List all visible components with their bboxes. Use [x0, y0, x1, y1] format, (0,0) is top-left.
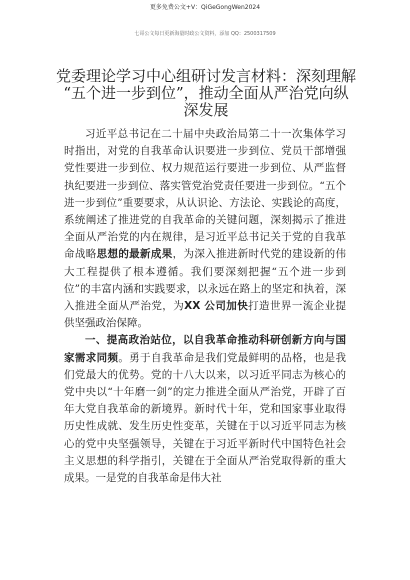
- intro-bold-a: 思想的最新成果: [96, 248, 173, 261]
- title-line-1: 党委理论学习中心组研讨发言材料：深刻理解: [56, 67, 357, 85]
- intro-text-a: 习近平总书记在二十届中央政治局第二十一次集体学习时指出，对党的自我革命认识要进一步到位、党员干部增强党性要进一步到位、权力规范运行要进一步到位、从严监督执纪要进一步到位、落实管党治党责任要进一步到位。“五个进一步到位”重要要求，从认识论、方法论、实践论的高度，系统阐述了推进党的自我革命的关键问题，深刻揭示了推进全面从严治党的内在规律，是习近平总书记关于党的自我革命战略: [64, 128, 346, 261]
- section-1-text: 。勇于自我革命是我们党最鲜明的品格，也是我们党最大的优势。党的十八大以来，以习近平同志为核心的党中央以“十年磨一剑”的定力推进全面从严治党，开辟了百年大党自我革命的新境界。新时代十年，党和国家事业取得历史性成就、发生历史性变革，关键在于以习近平同志为核心的党中央坚强领导，关键在于习近平新时代中国特色社会主义思想的科学指引，关键在于全面从严治党取得新的重大成果。一是党的自我革命是伟大社: [64, 351, 347, 485]
- intro-text-b: ，为深入推进新时代党的建设新的伟大工程提供了根本遵循。我们要深刻把握“五个进一步到位”的丰富内涵和实践要求，以永远在路上的坚定和执着，深入推进全面从严治党，为: [64, 248, 347, 313]
- document-body: [64, 126, 346, 487]
- paragraph-section-1: [64, 332, 346, 487]
- intro-bold-b: XX 公司加快: [184, 300, 249, 313]
- title-line-2: “五个进一步到位”，推动全面从严治党向纵: [63, 84, 349, 102]
- header-subnote: 七哥公文每日更新海量时政公文资料，添加 QQ：2500317509: [134, 31, 276, 37]
- section-heading-1: 一、提高政治站位，以自我革命推动科研创新方向与国家需求同频: [64, 334, 346, 364]
- header-note: 更多免费公文+V：QiGeGongWen2024: [149, 4, 261, 11]
- document-title: [56, 68, 356, 119]
- title-line-3: 深发展: [183, 101, 229, 119]
- intro-text-c: 打造世界一流企业提供坚强政治保障。: [64, 300, 347, 330]
- paragraph-intro: [64, 126, 346, 332]
